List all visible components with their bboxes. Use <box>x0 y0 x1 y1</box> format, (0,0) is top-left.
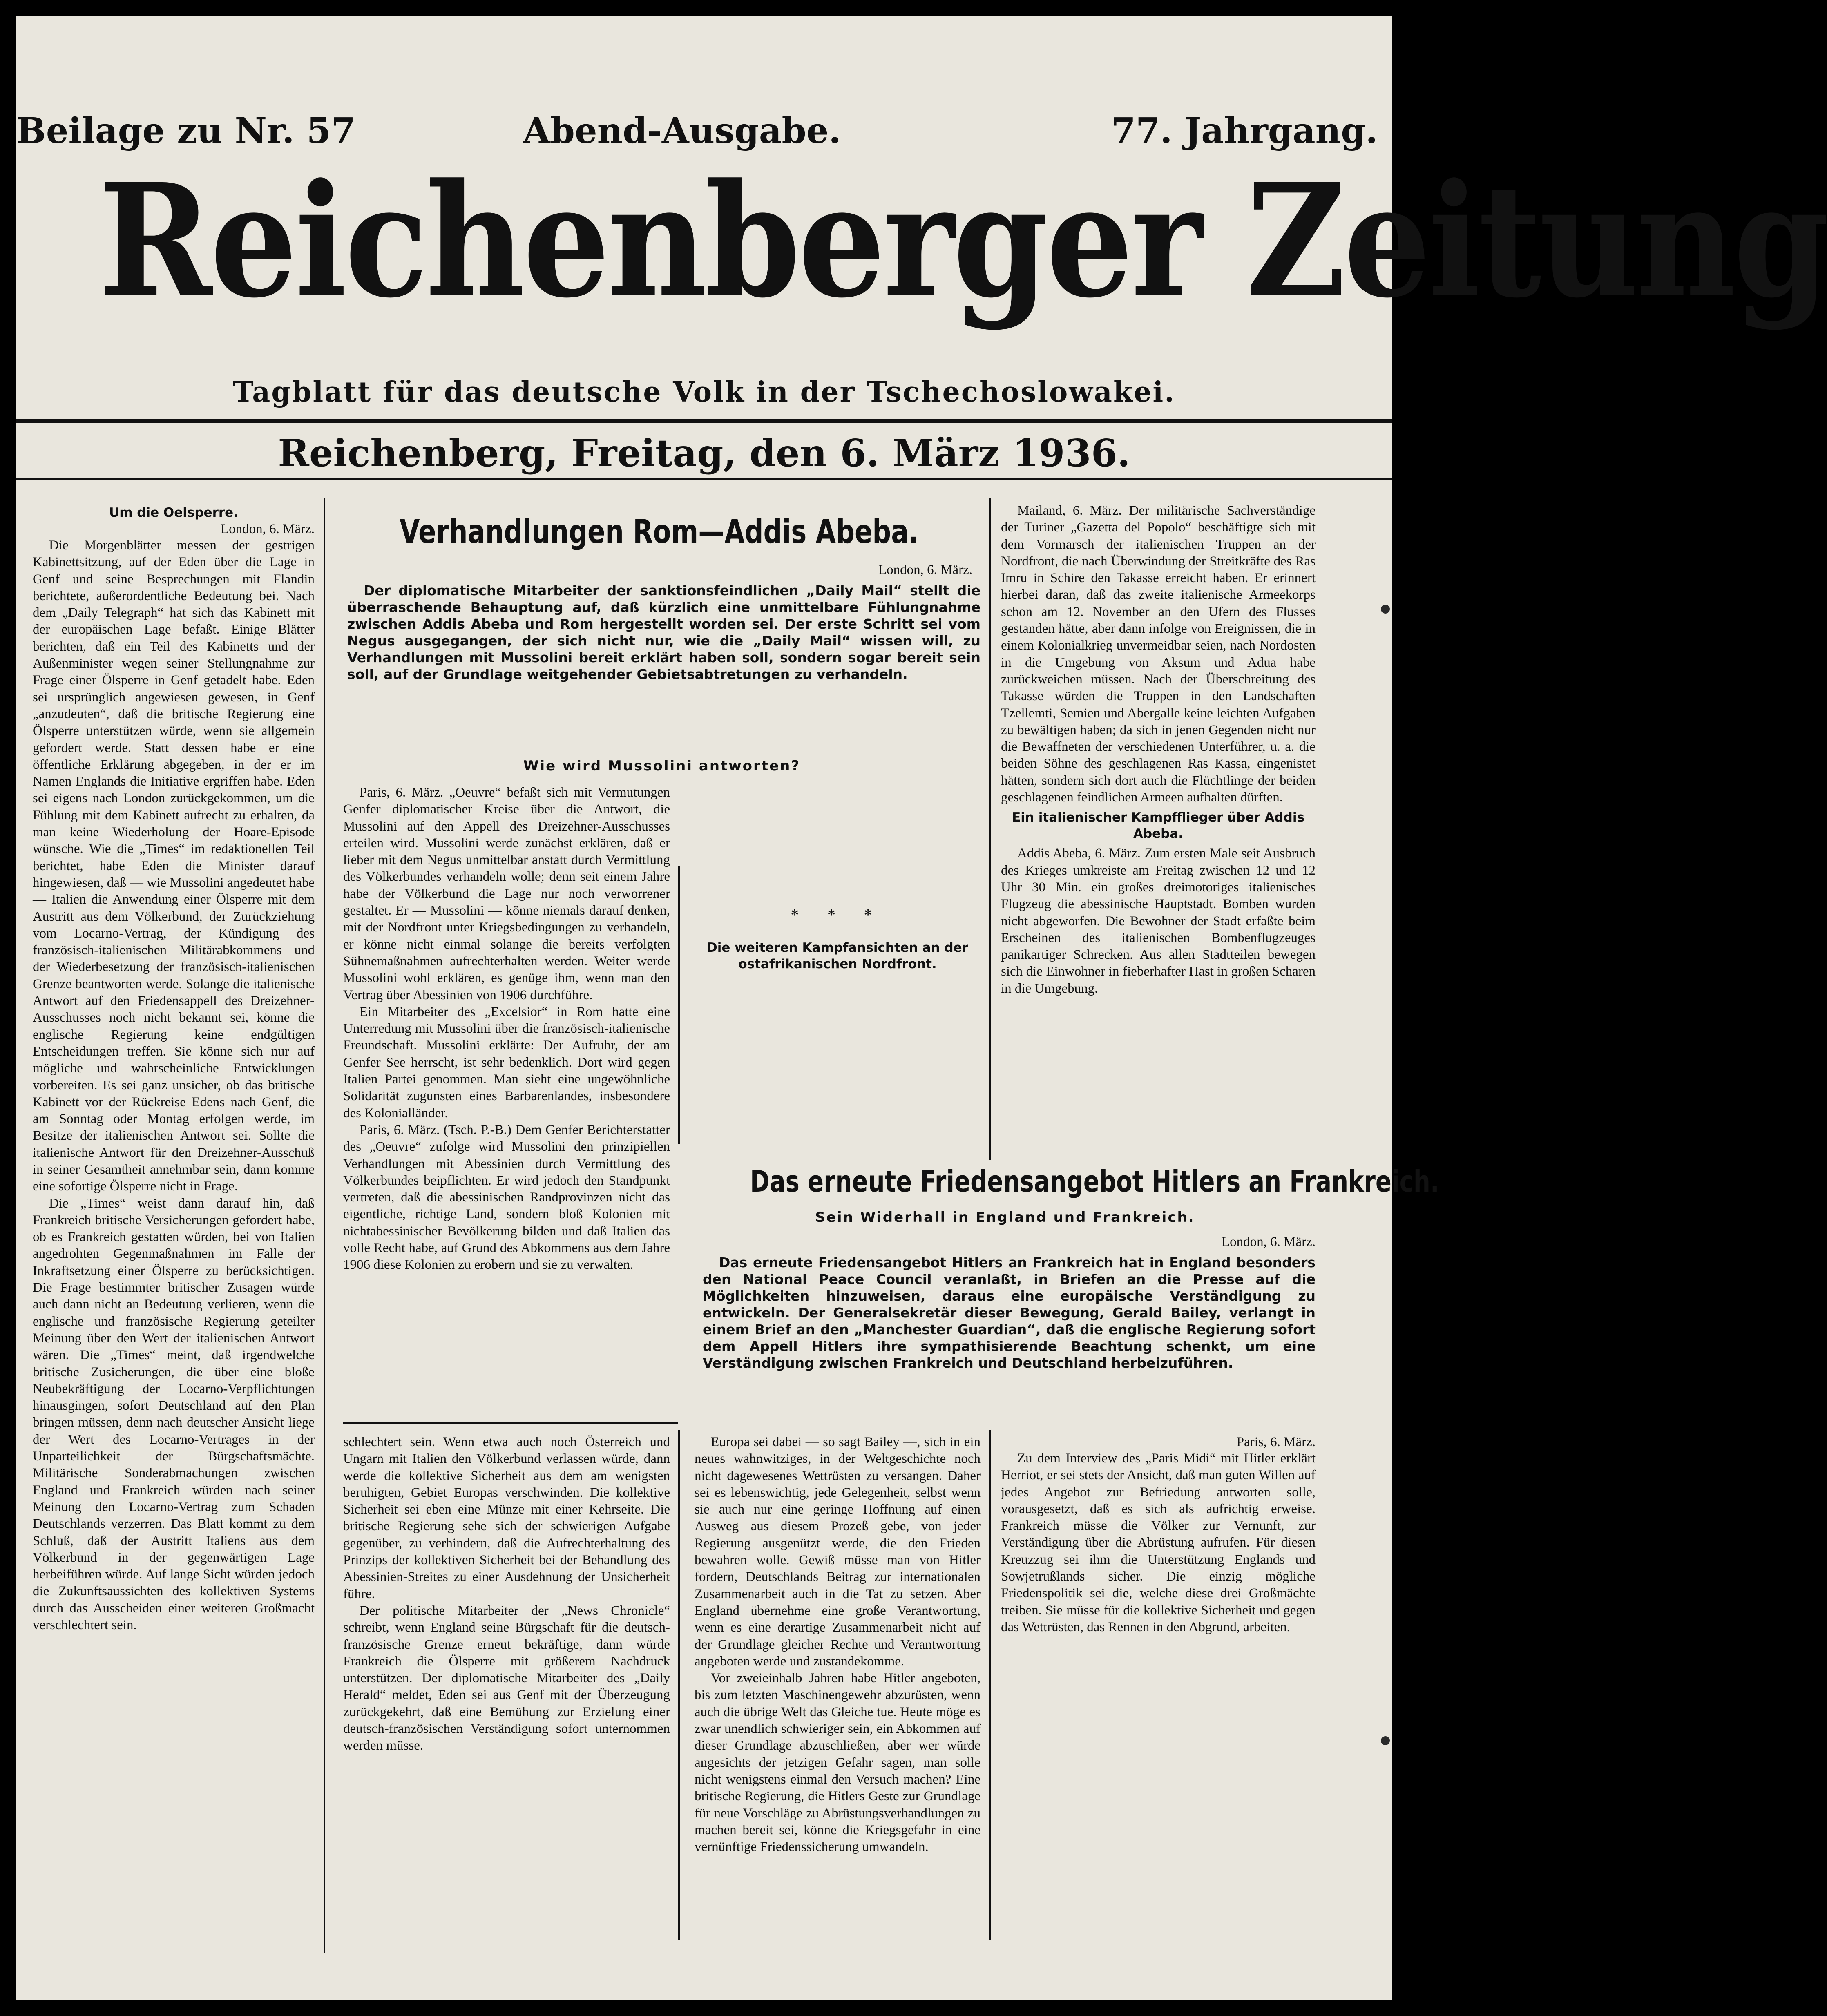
supplement-label: Beilage zu Nr. 57 <box>16 110 356 152</box>
article-kicker: Ein italienischer Kampfflieger über Addis Abeba. <box>1012 810 1304 842</box>
article-subhead: Wie wird Mussolini antworten? <box>523 758 801 774</box>
column-rule <box>989 498 991 1160</box>
lead-paragraph: Der diplomatische Mitarbeiter der sanktionsfeindlichen „Daily Mail“ stellt die überraschende Behauptung auf, daß kürzlich eine unmittelbare Fühlungnahme zwischen Addis Abeba und Rom hergestellt worden sei. Der erste Schritt sei vom Negus ausgegangen, der sich nicht nur, wie die „Daily Mail“ wissen will, zu Verhandlungen mit Mussolini bereit erklärt haben soll, sondern sogar bereit sein soll, auf der Grundlage weitgehender Gebietsabtretungen zu verhandeln. <box>347 583 981 682</box>
edition-label: Abend-Ausgabe. <box>523 110 841 152</box>
column-rule <box>678 866 680 1144</box>
newspaper-page <box>16 16 1827 2000</box>
article-paragraph: Addis Abeba, 6. März. Zum ersten Male seit Ausbruch des Krieges umkreiste am Freitag zwischen 12 und 12 Uhr 30 Min. ein großes dreimotoriges italienisches Flugzeug die abessinische Hauptstadt. Bomben wurden nicht abgeworfen. Die Bewohner der Stadt erfaßte beim Erscheinen des italienischen Bombenflugzeuges panikartiger Schrecken. Aus allen Stadtteilen bewegen sich die Einwohner in fieberhafter Hast in großen Scharen in die Umgebung. <box>1001 846 1316 996</box>
column-rule <box>989 1430 991 1940</box>
column-3-top <box>695 907 981 972</box>
article-paragraph: Zu dem Interview des „Paris Midi“ mit Hitler erklärt Herriot, er sei stets der Ansicht, daß man guten Willen auf jedes Angebot zur Befriedung antworten solle, vorausgesetzt, daß es sich als aufrichtig erweise. Frankreich müsse die Völker zur Vernunft, zur Verständigung über die Abrüstung aufrufen. Für diesen Kreuzzug sei ihm die Unterstützung Englands und Sowjetrußlands sicher. Die einzig mögliche Friedenspolitik sei die, welche diese drei Großmächte treiben. Sie müsse für die kollektive Sicherheit und gegen das Wettrüsten, das Rennen in den Abgrund, arbeiten. <box>1001 1451 1316 1634</box>
column-rule <box>324 498 325 1953</box>
article-dateline: Paris, 6. März. <box>1236 1435 1316 1449</box>
column-1 <box>33 505 315 1634</box>
column-4 <box>1001 502 1316 997</box>
article-subhead: Sein Widerhall in England und Frankreich. <box>815 1209 1195 1226</box>
article-dateline: London, 6. März. <box>220 522 315 536</box>
article-paragraph: schlechtert sein. Wenn etwa auch noch Österreich und Ungarn mit Italien den Völkerbund verlassen würde, dann werde die kollektive Sicherheit aus dem am wenigsten beruhigten, Gebiet Europas verschwinden. Die kollektive Sicherheit sei eben eine Münze mit einer Kehrseite. Die britische Regierung sehe sich der schwierigen Aufgabe gegenüber, zu verhindern, daß die Aufrechterhaltung des Prinzips der kollektiven Sicherheit bei der Behandlung des Abessinien-Streites zu einer Ausdehnung der Unsicherheit führe. <box>343 1435 670 1601</box>
section-stars: * * * <box>791 907 884 923</box>
article-paragraph: Die Morgenblätter messen der gestrigen Kabinettsitzung, auf der Eden über die Lage in Genf und seine Besprechungen mit Flandin berichtete, außerordentliche Bedeutung bei. Nach dem „Daily Telegraph“ hat sich das Kabinett mit der europäischen Lage befaßt. Einige Blätter berichten, daß ein Teil des Kabinetts und der Außenminister wegen seiner Stellungnahme zur Frage einer Ölsperre in Genf getadelt habe. Eden sei ursprünglich angewiesen gewesen, in Genf „anzudeuten“, daß die britische Regierung eine Ölsperre unterstützen würde, wenn sie allgemein gefordert werde. Statt dessen habe er eine öffentliche Erklärung abgegeben, in der er im Namen Englands die Initiative ergriffen habe. Eden sei eigens nach London zurückgekommen, um die Fühlung mit dem Kabinett aufrecht zu erhalten, da man keine Wiederholung der Hoare-Episode wünsche. Wie die „Times“ im redaktionellen Teil berichtet, habe Eden die Minister darauf hingewiesen, daß — wie Mussolini angedeutet habe — Italien die Anwendung einer Ölsperre mit dem Austritt aus dem Völkerbund, der Zurückziehung vom Locarno-Vertrag, der Kündigung des französisch-italienischen Militärabkommens und der Wiederbesetzung der französisch-italienischen Grenze beantworten werde. Solange die italienische Antwort auf den Friedensappell des Dreizehner-Ausschusses noch nicht bekannt sei, könne die englische Regierung keine endgültigen Entscheidungen treffen. Sie könne sich nur auf mögliche und wahrscheinliche Entwicklungen vorbereiten. Es sei ganz unsicher, ob das britische Kabinett vor der Rückreise Edens nach Genf, die am Sonntag oder Montag erfolgen werde, im Besitze der italienischen Antwort sei. Sollte die italienische Antwort für den Dreizehner-Ausschuß in seiner Gesamtheit annehmbar sein, dann komme eine sofortige Ölsperre nicht in Frage. <box>33 538 315 1194</box>
newspaper-subtitle: Tagblatt für das deutsche Volk in der Tschechoslowakei. <box>233 376 1175 409</box>
issue-dateline: Reichenberg, Freitag, den 6. März 1936. <box>278 431 1130 475</box>
rule <box>343 1422 678 1424</box>
article-paragraph: Paris, 6. März. „Oeuvre“ befaßt sich mit Vermutungen Genfer diplomatischer Kreise über die Antwort, die Mussolini auf den Appell des Dreizehner-Ausschusses erteilen wird. Mussolini werde zunächst erklären, daß er lieber mit dem Negus unmittelbar anstatt durch Vermittlung des Völkerbundes verhandeln wolle; denn seit einem Jahre habe der Völkerbund die Lage nur noch verworrener gestaltet. Er — Mussolini — könne niemals darauf denken, mit der Nordfront unter Kriegsbedingungen zu verhandeln, er könne nicht einmal solange die bereits verfolgten Sühnemaßnahmen aufrechterhalten werden. Weiter werde Mussolini wohl erklären, es genüge ihm, wenn man den Vertrag über Abessinien von 1906 durchführe. <box>343 785 670 1002</box>
article-dateline: London, 6. März. <box>878 563 972 577</box>
article-paragraph: Der politische Mitarbeiter der „News Chronicle“ schreibt, wenn England seine Bürgschaft für die deutsch-französische Grenze erneut bekräftige, dann würde Frankreich die Ölsperre mit größerem Nachdruck unterstützen. Der diplomatische Mitarbeiter des „Daily Herald“ meldet, Eden sei aus Genf mit der Überzeugung zurückgekehrt, daß eine Bemühung zur Erzielung einer deutsch-französischen Verständigung sofort unternommen werden müsse. <box>343 1603 670 1753</box>
main-headline: Verhandlungen Rom—Addis Abeba. <box>400 513 919 551</box>
binding-hole <box>1381 605 1390 614</box>
article-paragraph: Vor zweieinhalb Jahren habe Hitler angeboten, bis zum letzten Maschinengewehr abzurüsten, wenn auch die übrige Welt das Gleiche tue. Heute möge es zwar unendlich schwieriger sein, ein Abkommen auf dieser Grundlage abzuschließen, aber wer würde angesichts der jetzigen Gefahr sagen, man solle nicht wenigstens einmal den Versuch machen? Eine britische Regierung, die Hitlers Geste zur Grundlage für neue Vorschläge zu Abrüstungsverhandlungen zu machen bereit sei, könne die Kriegsgefahr in eine vernünftige Friedenssicherung umwandeln. <box>695 1671 981 1855</box>
rule <box>16 419 1392 423</box>
article-paragraph: Paris, 6. März. (Tsch. P.-B.) Dem Genfer Berichterstatter des „Oeuvre“ zufolge wird Mussolini den prinzipiellen Verhandlungen mit Abessinien durch Vermittlung des Völkerbundes beipflichten. Er wird jedoch den Standpunkt vertreten, daß die abessinischen Randprovinzen nicht das eigentliche, richtige Land, sondern bloß Kolonien mit nichtabessinischer Bevölkerung bilden und daß Italien das volle Recht habe, auf Grund des Abkommens aus dem Jahre 1906 diese Kolonien zu erobern und sie zu verwalten. <box>343 1122 670 1273</box>
volume-label: 77. Jahrgang. <box>1111 110 1378 152</box>
article-lead <box>703 1254 1316 1371</box>
lead-paragraph: Das erneute Friedensangebot Hitlers an Frankreich hat in England besonders den National Peace Council veranlaßt, in Briefen an die Presse auf die Möglichkeiten hinzuweisen, daraus eine europäische Verständigung zu entwickeln. Der Generalsekretär dieser Bewegung, Gerald Bailey, verlangt in einem Brief an den „Manchester Guardian“, daß die englische Regierung sofort dem Appell Hitlers ihre sympathisierende Beachtung schenkt, um eine Verständigung zwischen Frankreich und Deutschland herbeizuführen. <box>703 1255 1316 1371</box>
article-paragraph: Mailand, 6. März. Der militärische Sachverständige der Turiner „Gazetta del Popolo“ beschäftigte sich mit dem Vormarsch der italienischen Truppen an der Nordfront, die nach Überwindung der Streitkräfte des Ras Imru in Schire den Takasse erreicht haben. Er erinnert hierbei daran, daß das zweite italienische Armeekorps schon am 12. November an den Ufern des Flusses gestanden hätte, aber dann infolge von Ereignissen, die in einem Kolonialkrieg unvermeidbar seien, nach Nordosten in die Umgebung von Aksum und Adua habe zurückweichen müssen. Nach der Überschreitung des Takasse würden die Truppen in den Landschaften Tzellemti, Semien und Abergalle keine leichten Aufgaben zu bewältigen haben; da sich in jenen Gegenden nicht nur die Bewaffneten der verschiedenen Unterführer, u. a. die beiden Söhne des geschlagenen Ras Kassa, eingenistet hätten, sondern sich dort auch die Flüchtlinge der beiden geschlagenen feindlichen Armeen aufhalten dürften. <box>1001 503 1316 805</box>
column-2-bottom <box>343 1434 670 1755</box>
article-paragraph: Die „Times“ weist dann darauf hin, daß Frankreich britische Versicherungen gefordert habe, ob es Frankreich gestatten würden, bei von Italien angedrohten Gegenmaßnahmen im Falle der Inkraftsetzung einer Ölsperre zu berücksichtigen. Die Frage bestimmter britischer Zusagen würde auch dann nicht an Bedeutung verlieren, wenn die englische und französische Regierung geteilter Meinung über den Wert der italienischen Antwort wären. Die „Times“ meint, daß irgendwelche britische Zusicherungen, die über eine bloße Neubekräftigung der Locarno-Verpflichtungen hinausgingen, sofort Deutschland auf den Plan bringen müssen, denn nach deutscher Ansicht liege der Wert des Locarno-Vertrages in der Unparteilichkeit der Bürgschaftsmächte. Militärische Sonderabmachungen zwischen England und Frankreich würden nach seiner Meinung den Locarno-Vertrag zum Schaden Deutschlands verzerren. Das Blatt kommt zu dem Schluß, daß der Austritt Italiens aus dem Völkerbund in der gegenwärtigen Lage herbeiführen würde. Auf lange Sicht würden jedoch die Zukunftsaussichten des kollektiven Systems durch das Ausscheiden einer weiteren Großmacht verschlechtert sein. <box>33 1196 315 1632</box>
binding-hole <box>1381 1736 1390 1745</box>
article-kicker: Die weiteren Kampfansichten an der ostafrikanischen Nordfront. <box>707 940 968 971</box>
column-rule <box>678 1430 680 1940</box>
article-dateline: London, 6. März. <box>1221 1235 1316 1249</box>
column-2 <box>343 784 670 1274</box>
column-4-bottom <box>1001 1434 1316 1636</box>
rule <box>16 478 1392 480</box>
article-kicker: Um die Oelsperre. <box>109 505 238 520</box>
column-3-bottom <box>695 1434 981 1855</box>
article-paragraph: Europa sei dabei — so sagt Bailey —, sich in ein neues wahnwitziges, in der Weltgeschichte noch nicht dagewesenes Wettrüsten zu versangen. Daher sei es lebenswichtig, jede Gelegenheit, selbst wenn sie auch nur eine geringe Hoffnung auf einen Ausweg aus diesem Prozeß gebe, von jeder Regierung ausgenützt werde, die den Frieden bewahren wolle. Gewiß müsse man von Hitler fordern, Deutschlands Beitrag zur internationalen Zusammenarbeit auch in die Tat zu setzen. Aber England übernehme eine große Verantwortung, wenn es eine derartige Zusammenarbeit nicht auf der Grundlage gleicher Rechte und Verantwortung angeboten werde und zustandekomme. <box>695 1435 981 1669</box>
second-headline: Das erneute Friedensangebot Hitlers an Frankreich. <box>750 1164 1439 1199</box>
article-paragraph: Ein Mitarbeiter des „Excelsior“ in Rom hatte eine Unterredung mit Mussolini über die französisch-italienische Freundschaft. Mussolini erklärte: Der Aufruhr, der am Genfer See herrscht, ist sehr bedenklich. Dort wird gegen Italien Partei genommen. Man sieht eine ungewöhnliche Solidarität zugunsten eines Barbarenlandes, insbesondere des Kolonialländer. <box>343 1004 670 1121</box>
article-lead <box>347 582 981 683</box>
newspaper-title: Reichenberger Zeitung <box>99 150 1827 332</box>
